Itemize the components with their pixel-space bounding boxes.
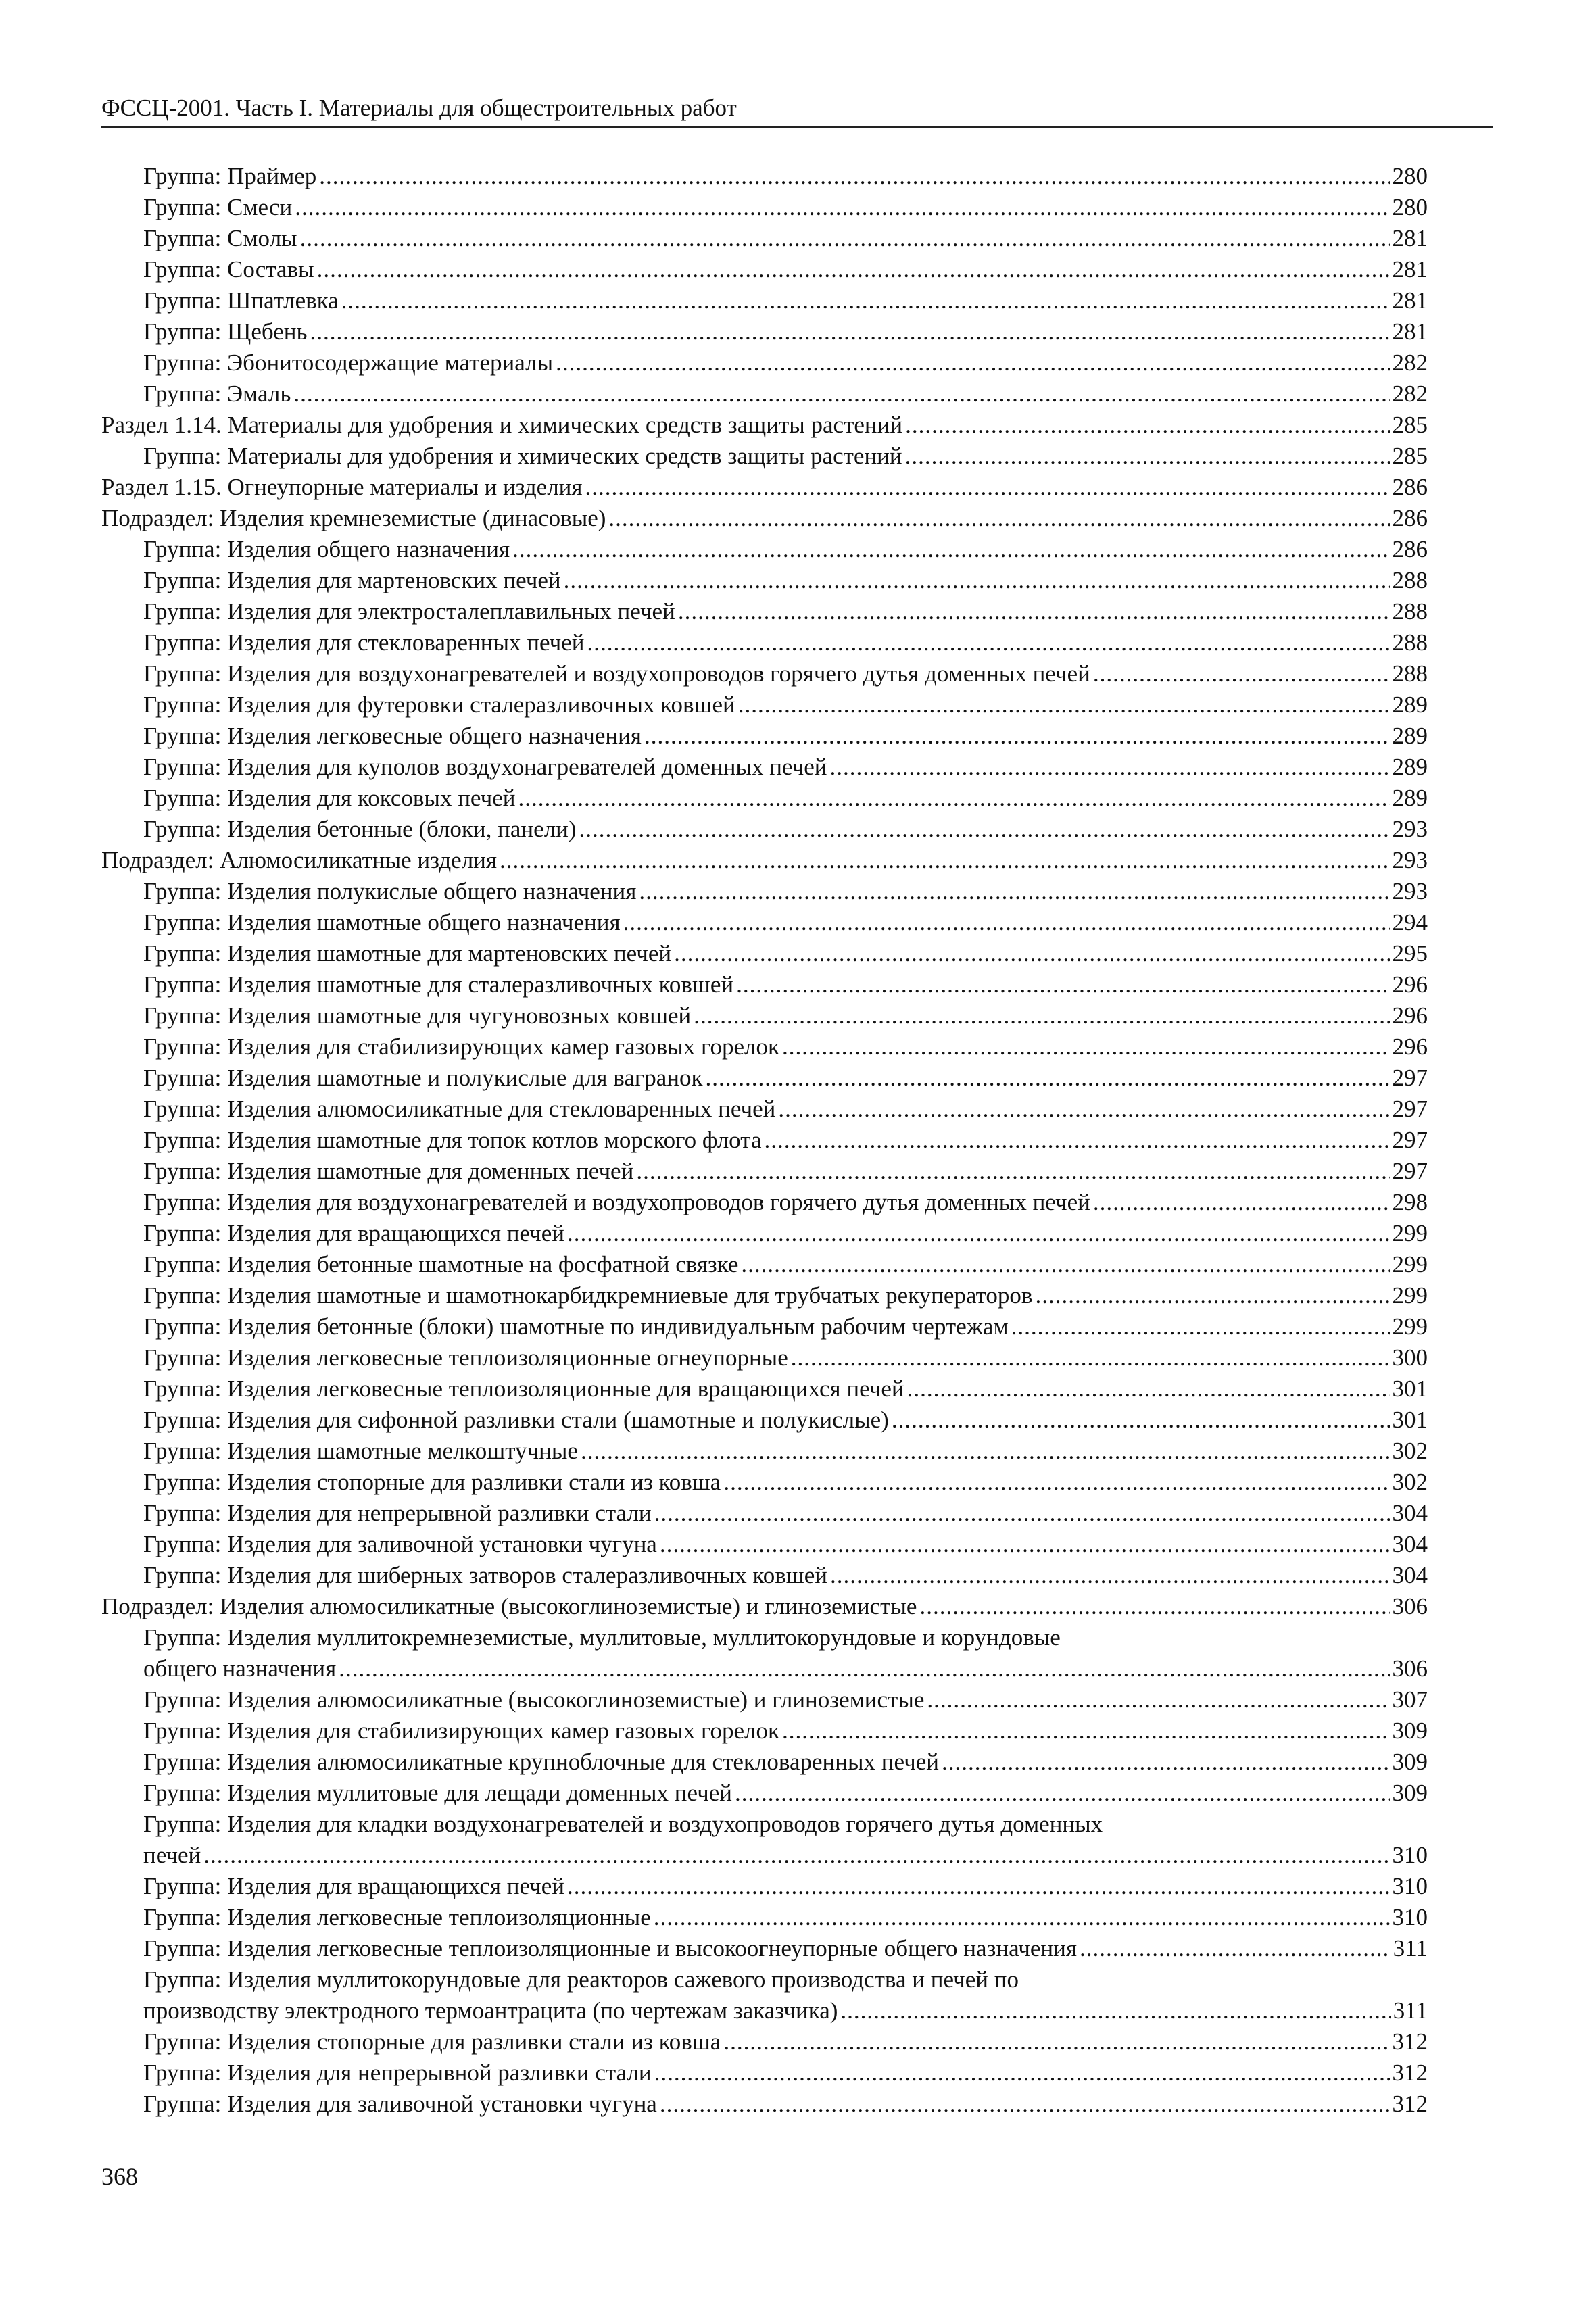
toc-entry-label: Подраздел: Изделия кремнеземистые (динасовые) — [101, 505, 606, 531]
toc-entry-label: Группа: Изделия для мартеновских печей — [143, 567, 561, 593]
toc-entry-page: 302 — [1392, 1469, 1428, 1495]
dot-leader — [567, 1218, 1389, 1249]
dot-leader — [623, 907, 1390, 938]
toc-entry-page: 300 — [1392, 1344, 1428, 1371]
toc-entry — [101, 472, 1428, 503]
toc-entry-page: 312 — [1392, 2091, 1428, 2117]
dot-leader — [500, 845, 1390, 876]
dot-leader — [654, 1902, 1390, 1933]
toc-entry-label: Группа: Изделия для стекловаренных печей — [143, 629, 585, 656]
toc-entry-page: 288 — [1392, 567, 1428, 593]
toc-entry-label: Группа: Изделия для заливочной установки чугуна — [143, 2091, 657, 2117]
toc-entry — [101, 410, 1428, 441]
toc-entry — [101, 316, 1428, 347]
dot-leader — [830, 1560, 1390, 1591]
dot-leader — [295, 192, 1389, 223]
toc-entry-label: Группа: Изделия для стабилизирующих камер газовых горелок — [143, 1033, 779, 1060]
toc-entry-label: Группа: Изделия для сифонной разливки стали (шамотные и полукислые) — [143, 1407, 889, 1433]
toc-entry-label: Группа: Изделия для электросталеплавильных печей — [143, 598, 675, 625]
dot-leader — [905, 410, 1389, 441]
dot-leader — [782, 1715, 1390, 1747]
toc-entry-page: 293 — [1392, 816, 1428, 842]
dot-leader — [741, 1249, 1389, 1280]
toc-entry-page: 299 — [1392, 1251, 1428, 1277]
toc-entry — [101, 1964, 1428, 2026]
toc-entry-page: 297 — [1392, 1158, 1428, 1184]
toc-entry-page: 286 — [1392, 536, 1428, 562]
dot-leader — [512, 534, 1389, 565]
toc-entry — [101, 1342, 1428, 1373]
toc-entry — [101, 254, 1428, 285]
toc-entry — [101, 627, 1428, 658]
toc-entry — [101, 192, 1428, 223]
toc-entry-page: 288 — [1392, 660, 1428, 687]
toc-entry — [101, 2026, 1428, 2057]
dot-leader — [1035, 1280, 1389, 1311]
toc-entry — [101, 969, 1428, 1000]
toc-entry — [101, 1591, 1428, 1622]
toc-entry-page: 309 — [1392, 1717, 1428, 1744]
toc-entry-label: Группа: Изделия алюмосиликатные (высокоглиноземистые) и глиноземистые — [143, 1686, 925, 1713]
toc-entry-label: Группа: Изделия шамотные мелкоштучные — [143, 1438, 578, 1464]
toc-entry-label-continuation: печей — [143, 1842, 201, 1868]
dot-leader — [942, 1747, 1389, 1778]
toc-entry-page: 285 — [1392, 412, 1428, 438]
toc-entry — [101, 1436, 1428, 1467]
toc-entry — [101, 1747, 1428, 1778]
toc-entry-page: 289 — [1392, 691, 1428, 718]
toc-entry-page: 280 — [1392, 163, 1428, 189]
toc-entry-label: Группа: Изделия для коксовых печей — [143, 785, 516, 811]
toc-entry-page: 299 — [1392, 1282, 1428, 1309]
toc-entry-label: Группа: Эбонитосодержащие материалы — [143, 349, 554, 376]
toc-entry-label: Группа: Изделия муллитокорундовые для реакторов сажевого производства и печей по — [143, 1966, 1019, 1993]
toc-entry — [101, 1529, 1428, 1560]
dot-leader — [644, 721, 1390, 752]
toc-entry — [101, 1249, 1428, 1280]
dot-leader — [579, 814, 1390, 845]
dot-leader — [782, 1031, 1390, 1063]
toc-entry-label: Группа: Изделия шамотные для доменных печей — [143, 1158, 634, 1184]
toc-entry-label: Группа: Праймер — [143, 163, 317, 189]
toc-entry-label: Группа: Смолы — [143, 225, 297, 251]
dot-leader — [927, 1684, 1389, 1715]
toc-entry-page: 294 — [1392, 909, 1428, 935]
dot-leader — [723, 2026, 1389, 2057]
toc-entry-page: 281 — [1392, 256, 1428, 283]
toc-entry — [101, 565, 1428, 596]
toc-entry-page: 297 — [1392, 1096, 1428, 1122]
toc-entry-page: 288 — [1392, 598, 1428, 625]
dot-leader — [919, 1591, 1389, 1622]
toc-entry-page: 301 — [1392, 1375, 1428, 1402]
toc-entry-label: Группа: Изделия общего назначения — [143, 536, 510, 562]
toc-entry-label: Группа: Щебень — [143, 318, 308, 345]
toc-entry-label: Группа: Изделия шамотные общего назначения — [143, 909, 621, 935]
toc-entry — [101, 845, 1428, 876]
dot-leader — [660, 2089, 1390, 2120]
dot-leader — [564, 565, 1390, 596]
toc-entry-page: 310 — [1392, 1842, 1428, 1868]
dot-leader — [341, 285, 1390, 316]
dot-leader — [905, 441, 1390, 472]
toc-entry-label: Группа: Изделия для вращающихся печей — [143, 1220, 565, 1246]
toc-entry-page: 295 — [1392, 940, 1428, 967]
toc-entry-label: Группа: Шпатлевка — [143, 287, 339, 314]
toc-entry — [101, 1373, 1428, 1405]
toc-entry-label: Группа: Изделия шамотные для топок котлов морского флота — [143, 1127, 762, 1153]
toc-entry-page: 288 — [1392, 629, 1428, 656]
toc-entry-label: Раздел 1.15. Огнеупорные материалы и изделия — [101, 474, 583, 500]
toc-entry — [101, 223, 1428, 254]
dot-leader — [674, 938, 1389, 969]
toc-entry-page: 282 — [1392, 349, 1428, 376]
toc-entry — [101, 1187, 1428, 1218]
toc-entry-label: Подраздел: Алюмосиликатные изделия — [101, 847, 497, 873]
toc-entry-page: 281 — [1392, 225, 1428, 251]
toc-entry-page: 307 — [1392, 1686, 1428, 1713]
toc-entry-label: Группа: Изделия для непрерывной разливки стали — [143, 2060, 652, 2086]
toc-entry-label: Группа: Составы — [143, 256, 314, 283]
toc-entry-page: 312 — [1392, 2028, 1428, 2055]
toc-entry-page: 306 — [1392, 1593, 1428, 1619]
toc-entry-label: Группа: Изделия для футеровки сталеразливочных ковшей — [143, 691, 735, 718]
toc-entry-label: Группа: Изделия для стабилизирующих камер газовых горелок — [143, 1717, 779, 1744]
toc-entry-label: Группа: Изделия бетонные шамотные на фосфатной связке — [143, 1251, 739, 1277]
toc-entry — [101, 1902, 1428, 1933]
dot-leader — [678, 596, 1390, 627]
toc-entry — [101, 1280, 1428, 1311]
dot-leader — [300, 223, 1390, 254]
toc-entry-label: Группа: Изделия легковесные теплоизоляционные огнеупорные — [143, 1344, 788, 1371]
toc-entry-page: 297 — [1392, 1065, 1428, 1091]
dot-leader — [778, 1094, 1389, 1125]
toc-entry-label: Группа: Изделия для куполов воздухонагревателей доменных печей — [143, 754, 827, 780]
toc-entry-label-continuation: производству электродного термоантрацита (по чертежам заказчика) — [143, 1997, 838, 2024]
toc-entry — [101, 1560, 1428, 1591]
toc-entry-label: Группа: Изделия стопорные для разливки стали из ковша — [143, 2028, 721, 2055]
toc-entry — [101, 938, 1428, 969]
dot-leader — [660, 1529, 1390, 1560]
dot-leader — [319, 161, 1389, 192]
toc-entry — [101, 503, 1428, 534]
toc-entry-page: 280 — [1392, 194, 1428, 220]
toc-entry-page: 310 — [1392, 1873, 1428, 1899]
toc-entry — [101, 534, 1428, 565]
toc-entry-page: 285 — [1392, 443, 1428, 469]
toc-entry-label: Группа: Изделия легковесные общего назначения — [143, 723, 642, 749]
toc-entry-page: 281 — [1392, 318, 1428, 345]
toc-entry-label: Группа: Изделия полукислые общего назначения — [143, 878, 637, 904]
dot-leader — [636, 1156, 1389, 1187]
toc-entry-label: Группа: Изделия для вращающихся печей — [143, 1873, 565, 1899]
toc-entry — [101, 1031, 1428, 1063]
dot-leader — [764, 1125, 1389, 1156]
dot-leader — [829, 752, 1389, 783]
toc-entry-page: 289 — [1392, 754, 1428, 780]
toc-entry — [101, 596, 1428, 627]
toc-entry-page: 293 — [1392, 847, 1428, 873]
toc-entry-page: 289 — [1392, 723, 1428, 749]
toc-entry — [101, 1156, 1428, 1187]
toc-entry — [101, 441, 1428, 472]
toc-entry-label: Группа: Изделия для воздухонагревателей и воздухопроводов горячего дутья доменных печей — [143, 1189, 1090, 1215]
dot-leader — [317, 254, 1390, 285]
dot-leader — [735, 1778, 1389, 1809]
toc-entry — [101, 658, 1428, 689]
toc-entry — [101, 2057, 1428, 2089]
toc-entry-label: Группа: Изделия для шиберных затворов сталеразливочных ковшей — [143, 1562, 827, 1588]
toc-entry-label: Группа: Изделия легковесные теплоизоляционные для вращающихся печей — [143, 1375, 904, 1402]
toc-entry-page: 304 — [1392, 1500, 1428, 1526]
toc-entry-label: Группа: Изделия алюмосиликатные для стекловаренных печей — [143, 1096, 776, 1122]
toc-entry — [101, 161, 1428, 192]
toc-entry-page: 304 — [1392, 1531, 1428, 1557]
toc-entry — [101, 1871, 1428, 1902]
header-rule — [101, 126, 1493, 128]
toc-entry-label: Группа: Эмаль — [143, 381, 291, 407]
toc-entry-page: 311 — [1393, 1997, 1428, 2024]
toc-entry-label: Раздел 1.14. Материалы для удобрения и химических средств защиты растений — [101, 412, 903, 438]
toc-entry-page: 302 — [1392, 1438, 1428, 1464]
dot-leader — [738, 689, 1390, 721]
toc-entry — [101, 689, 1428, 721]
toc-entry — [101, 1933, 1428, 1964]
toc-entry-label: Группа: Изделия легковесные теплоизоляционные и высокоогнеупорные общего назначения — [143, 1935, 1077, 1961]
toc-entry — [101, 1778, 1428, 1809]
toc-entry — [101, 721, 1428, 752]
toc-entry — [101, 1311, 1428, 1342]
dot-leader — [203, 1840, 1389, 1871]
toc-entry — [101, 1715, 1428, 1747]
toc-entry-page: 299 — [1392, 1313, 1428, 1340]
dot-leader — [639, 876, 1389, 907]
toc-entry — [101, 1498, 1428, 1529]
toc-entry — [101, 876, 1428, 907]
toc-entry-label: Группа: Изделия легковесные теплоизоляционные — [143, 1904, 651, 1930]
toc-entry-page: 286 — [1392, 505, 1428, 531]
toc-entry-label-continuation: общего назначения — [143, 1655, 337, 1682]
dot-leader — [1093, 1187, 1390, 1218]
toc-entry — [101, 1125, 1428, 1156]
dot-leader — [310, 316, 1389, 347]
toc-entry-page: 301 — [1392, 1407, 1428, 1433]
dot-leader — [654, 1498, 1390, 1529]
toc-entry-label: Группа: Материалы для удобрения и химических средств защиты растений — [143, 443, 902, 469]
toc-entry-label: Группа: Изделия муллитокремнеземистые, муллитовые, муллитокорундовые и корундовые — [143, 1624, 1061, 1651]
toc-entry — [101, 783, 1428, 814]
dot-leader — [556, 347, 1389, 379]
dot-leader — [518, 783, 1389, 814]
toc-entry-page: 311 — [1393, 1935, 1428, 1961]
dot-leader — [1011, 1311, 1390, 1342]
dot-leader — [608, 503, 1389, 534]
toc-entry-label: Группа: Смеси — [143, 194, 293, 220]
toc-entry-label: Группа: Изделия алюмосиликатные крупноблочные для стекловаренных печей — [143, 1749, 940, 1775]
toc-entry-label: Группа: Изделия для воздухонагревателей и воздухопроводов горячего дутья доменных печей — [143, 660, 1090, 687]
toc-entry-label: Группа: Изделия для кладки воздухонагревателей и воздухопроводов горячего дутья доменных — [143, 1811, 1103, 1837]
toc-entry — [101, 814, 1428, 845]
toc-entry — [101, 1000, 1428, 1031]
dot-leader — [567, 1871, 1389, 1902]
toc-entry — [101, 1467, 1428, 1498]
toc-entry-page: 282 — [1392, 381, 1428, 407]
toc-entry-page: 297 — [1392, 1127, 1428, 1153]
dot-leader — [1080, 1933, 1391, 1964]
running-header: ФССЦ-2001. Часть I. Материалы для общестроительных работ — [101, 95, 737, 121]
toc-entry-label: Группа: Изделия для заливочной установки чугуна — [143, 1531, 657, 1557]
toc-entry-label: Группа: Изделия шамотные для мартеновских печей — [143, 940, 672, 967]
dot-leader — [907, 1373, 1390, 1405]
dot-leader — [339, 1653, 1389, 1684]
dot-leader — [706, 1063, 1390, 1094]
toc-entry — [101, 379, 1428, 410]
dot-leader — [694, 1000, 1389, 1031]
toc-entry-label: Группа: Изделия для непрерывной разливки стали — [143, 1500, 652, 1526]
toc-entry — [101, 1094, 1428, 1125]
toc-entry-label: Группа: Изделия шамотные и шамотнокарбидкремниевые для трубчатых рекуператоров — [143, 1282, 1033, 1309]
dot-leader — [654, 2057, 1390, 2089]
toc-entry-page: 306 — [1392, 1655, 1428, 1682]
toc-entry-label: Группа: Изделия муллитовые для лещади доменных печей — [143, 1780, 733, 1806]
toc-entry-page: 296 — [1392, 1033, 1428, 1060]
toc-entry-label: Группа: Изделия бетонные (блоки, панели) — [143, 816, 577, 842]
toc-entry-label: Подраздел: Изделия алюмосиликатные (высокоглиноземистые) и глиноземистые — [101, 1593, 917, 1619]
dot-leader — [892, 1405, 1390, 1436]
toc-entry — [101, 1063, 1428, 1094]
toc-entry — [101, 1809, 1428, 1871]
toc-entry-page: 310 — [1392, 1904, 1428, 1930]
toc-entry-page: 299 — [1392, 1220, 1428, 1246]
toc-entry — [101, 347, 1428, 379]
dot-leader — [293, 379, 1389, 410]
toc-entry-label: Группа: Изделия бетонные (блоки) шамотные по индивидуальным рабочим чертежам — [143, 1313, 1009, 1340]
toc-entry-label: Группа: Изделия шамотные и полукислые для вагранок — [143, 1065, 703, 1091]
toc-entry — [101, 1218, 1428, 1249]
toc-entry-page: 281 — [1392, 287, 1428, 314]
toc-entry-label: Группа: Изделия шамотные для чугуновозных ковшей — [143, 1002, 692, 1029]
dot-leader — [587, 627, 1389, 658]
page-number: 368 — [101, 2163, 138, 2190]
toc-entry — [101, 2089, 1428, 2120]
dot-leader — [723, 1467, 1389, 1498]
dot-leader — [840, 1995, 1390, 2026]
toc-entry-page: 296 — [1392, 971, 1428, 998]
toc-entry-page: 286 — [1392, 474, 1428, 500]
dot-leader — [791, 1342, 1390, 1373]
dot-leader — [736, 969, 1389, 1000]
toc-entry-page: 293 — [1392, 878, 1428, 904]
toc-entry — [101, 907, 1428, 938]
toc-entry-label: Группа: Изделия шамотные для сталеразливочных ковшей — [143, 971, 734, 998]
toc-entry-page: 296 — [1392, 1002, 1428, 1029]
toc-entry-page: 298 — [1392, 1189, 1428, 1215]
toc-entry-page: 309 — [1392, 1780, 1428, 1806]
toc-entry — [101, 752, 1428, 783]
toc-entry — [101, 1684, 1428, 1715]
toc-entry — [101, 285, 1428, 316]
toc-entry-label: Группа: Изделия стопорные для разливки стали из ковша — [143, 1469, 721, 1495]
toc-entry-page: 312 — [1392, 2060, 1428, 2086]
toc-entry-page: 289 — [1392, 785, 1428, 811]
dot-leader — [1093, 658, 1390, 689]
dot-leader — [585, 472, 1390, 503]
toc-entry-page: 309 — [1392, 1749, 1428, 1775]
toc-entry — [101, 1405, 1428, 1436]
toc-entry-page: 304 — [1392, 1562, 1428, 1588]
dot-leader — [581, 1436, 1390, 1467]
toc-entry — [101, 1622, 1428, 1684]
table-of-contents — [101, 161, 1428, 2120]
